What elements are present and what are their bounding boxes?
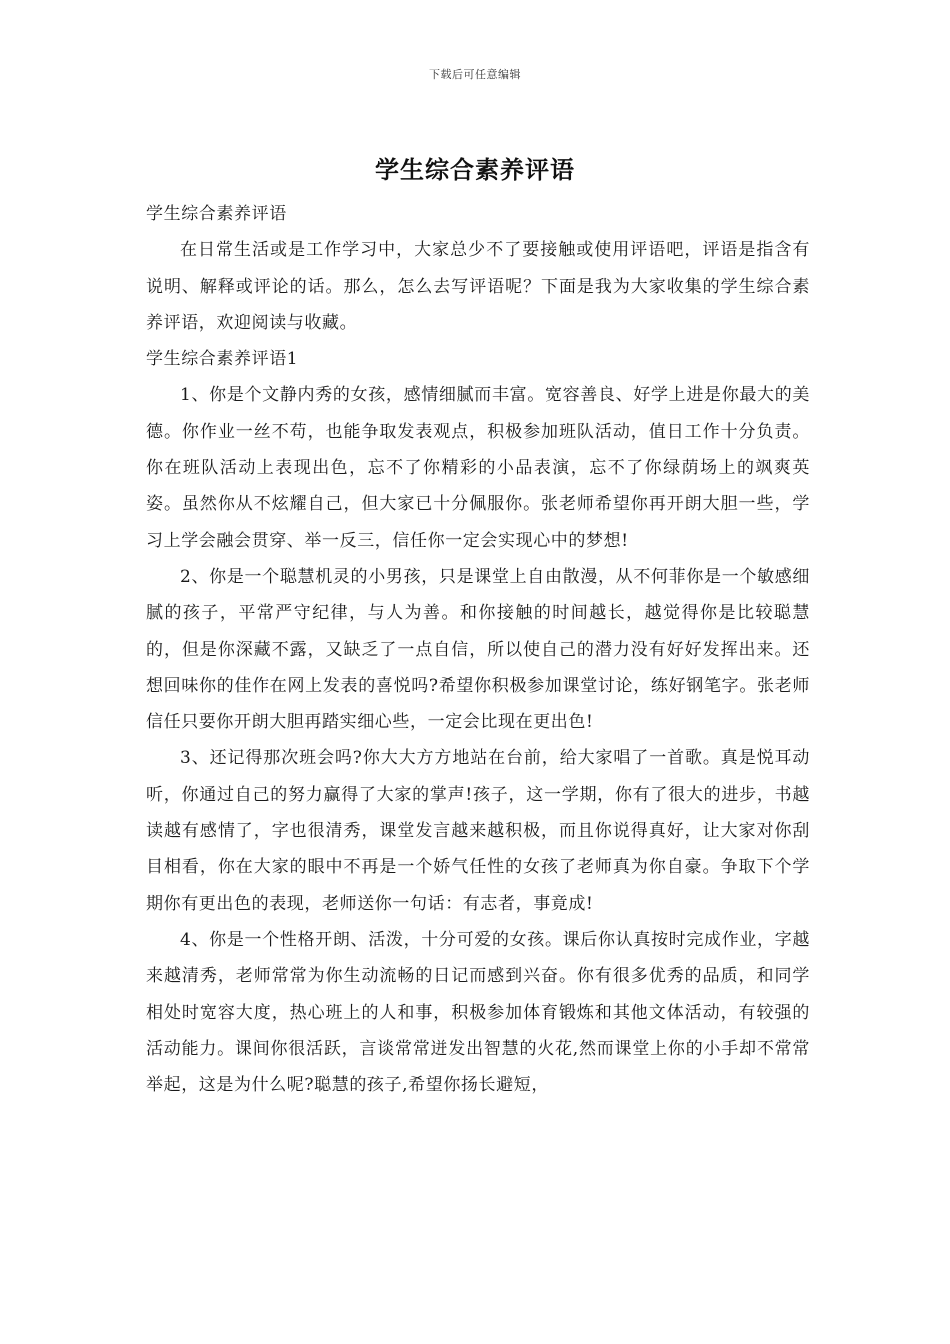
- intro-paragraph: 在日常生活或是工作学习中，大家总少不了要接触或使用评语吧，评语是指含有说明、解释或评论的话。那么，怎么去写评语呢？下面是我为大家收集的学生综合素养评语，欢迎阅读与收藏。: [146, 240, 810, 333]
- comment-paragraph-3: 3、还记得那次班会吗?你大大方方地站在台前，给大家唱了一首歌。真是悦耳动听，你通过自己的努力赢得了大家的掌声!孩子，这一学期，你有了很大的进步，书越读越有感情了，字也很清秀，课堂发言越来越积极，而且你说得真好，让大家对你刮目相看，你在大家的眼中不再是一个娇气任性的女孩了老师真为你自豪。争取下个学期你有更出色的表现，老师送你一句话：有志者，事竟成!: [146, 748, 810, 914]
- comment-paragraph-1: 1、你是个文静内秀的女孩，感情细腻而丰富。宽容善良、好学上进是你最大的美德。你作业一丝不苟，也能争取发表观点，积极参加班队活动，值日工作十分负责。你在班队活动上表现出色，忘不了你精彩的小品表演，忘不了你绿荫场上的飒爽英姿。虽然你从不炫耀自己，但大家已十分佩服你。张老师希望你再开朗大胆一些，学习上学会融会贯穿、举一反三，信任你一定会实现心中的梦想!: [146, 385, 810, 551]
- subtitle: 学生综合素养评语: [146, 204, 287, 224]
- document-title: 学生综合素养评语: [375, 155, 575, 184]
- document-body: [146, 196, 810, 1103]
- comment-paragraph-2: 2、你是一个聪慧机灵的小男孩，只是课堂上自由散漫，从不何菲你是一个敏感细腻的孩子，平常严守纪律，与人为善。和你接触的时间越长，越觉得你是比较聪慧的，但是你深藏不露，又缺乏了一点自信，所以使自己的潜力没有好好发挥出来。还想回味你的佳作在网上发表的喜悦吗?希望你积极参加课堂讨论，练好钢笔字。张老师信任只要你开朗大胆再踏实细心些，一定会比现在更出色!: [146, 566, 810, 733]
- header-note: 下载后可任意编辑: [429, 68, 521, 81]
- section-heading: 学生综合素养评语1: [146, 349, 299, 370]
- comment-paragraph-4: 4、你是一个性格开朗、活泼，十分可爱的女孩。课后你认真按时完成作业，字越来越清秀，老师常常为你生动流畅的日记而感到兴奋。你有很多优秀的品质，和同学相处时宽容大度，热心班上的人和事，积极参加体育锻炼和其他文体活动，有较强的活动能力。课间你很活跃，言谈常常迸发出智慧的火花,然而课堂上你的小手却不常常举起，这是为什么呢?聪慧的孩子,希望你扬长避短，: [146, 929, 810, 1096]
